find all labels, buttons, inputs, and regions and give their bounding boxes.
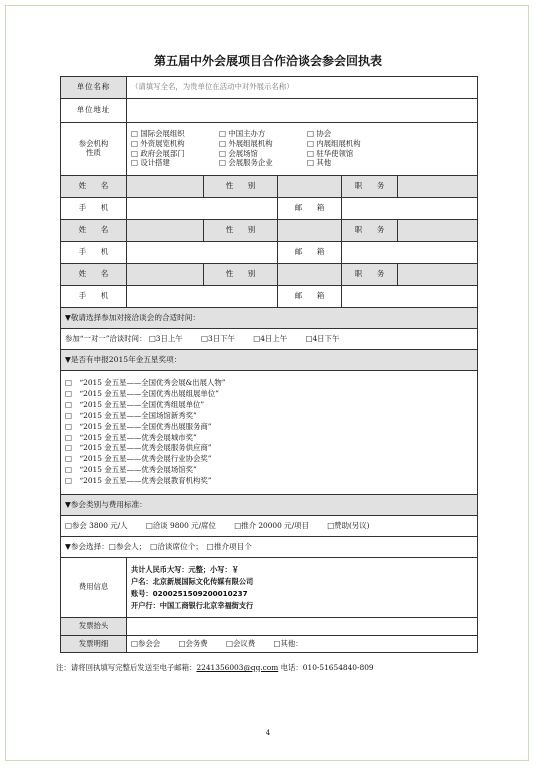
gender-field[interactable] [278,176,342,198]
fees-options [61,516,478,537]
org-type-option-association[interactable]: □ 协会 [307,129,332,139]
awards-heading-row [61,350,478,371]
unit-address-row [61,99,478,123]
email-label: 邮 箱 [278,242,342,264]
award-option-outbound-organizer[interactable]: □ “2015 金五星——全国优秀出展组展单位” [65,388,219,398]
fees-heading-row [61,495,478,516]
invoice-detail-label: 发票明细 [61,636,127,653]
mobile-field[interactable] [127,198,278,220]
unit-name-field[interactable]: （请填写全名，为贵单位在活动中对外展示名称） [127,77,478,99]
meeting-option-4-am[interactable]: □4日上午 [253,333,288,343]
org-type-option-international[interactable]: □ 国际会展组织 [131,129,185,139]
award-option-venue[interactable]: □ “2015 金五星——优秀会展场馆奖” [65,465,197,475]
awards-heading: ▼是否有申报2015年金五星奖项： [61,350,478,371]
position-field[interactable] [398,264,478,286]
org-type-option-overseas-organizer[interactable]: □ 外展组展机构 [219,138,273,148]
org-type-option-venue[interactable]: □ 会展场馆 [219,148,258,158]
meeting-time-heading-row [61,308,478,329]
award-option-person[interactable]: □ “2015 金五星——全国优秀会展&出展人物” [65,377,226,387]
contact-email-link[interactable]: 2241356003@qq.com [196,663,279,672]
org-type-option-other[interactable]: □ 其他 [307,158,332,168]
fee-option-sponsor[interactable]: □赞助(另议) [327,520,370,530]
form-title: 第五届中外会展项目合作洽谈会参会回执表 [153,54,382,68]
mobile-field[interactable] [127,242,278,264]
invoice-title-label: 发票抬头 [61,618,127,636]
position-field[interactable] [398,176,478,198]
gender-label: 性 别 [204,220,278,242]
gender-field[interactable] [278,220,342,242]
unit-address-field[interactable] [127,99,478,123]
unit-address-label: 单位地址 [61,99,127,123]
org-type-option-service-company[interactable]: □ 会展服务企业 [219,158,273,168]
meeting-time-prefix: 参加“一对一”洽谈时间： [65,333,147,343]
name-field[interactable] [127,176,204,198]
org-type-option-embassy[interactable]: □ 驻华使领馆 [307,148,354,158]
gender-field[interactable] [278,264,342,286]
position-label: 职 务 [342,220,398,242]
award-option-education[interactable]: □ “2015 金五星——优秀会展教育机构奖” [65,476,212,486]
person-1-name-row [61,176,478,198]
award-option-city[interactable]: □ “2015 金五星——优秀会展城市奖” [65,432,197,442]
meeting-option-4-pm[interactable]: □4日下午 [305,333,340,343]
org-type-option-china-organizer[interactable]: □ 中国主办方 [219,129,266,139]
unit-name-row [61,77,478,99]
invoice-option-meeting-fee[interactable]: □会议费 [226,638,256,648]
page-number: 4 [265,729,271,737]
name-label: 姓 名 [61,264,127,286]
position-field[interactable] [398,220,478,242]
org-type-option-foreign-exhibition[interactable]: □ 外资展览机构 [131,138,185,148]
mobile-label: 手 机 [61,286,127,308]
position-label: 职 务 [342,264,398,286]
fee-option-attend[interactable]: □参会 3800 元/人 [65,520,128,530]
meeting-time-options [61,329,478,350]
fee-option-promotion[interactable]: □推介 20000 元/项目 [234,520,309,530]
name-label: 姓 名 [61,176,127,198]
fee-option-negotiation[interactable]: □洽谈 9800 元/席位 [145,520,216,530]
awards-list [61,371,478,495]
org-type-option-design-build[interactable]: □ 设计搭建 [131,158,170,168]
choice-text[interactable]: ▼参会选择：□参会人； □洽谈席位个； □推介项目个 [61,537,478,558]
person-1-contact-row [61,198,478,220]
fees-options-row [61,516,478,537]
name-field[interactable] [127,264,204,286]
payment-row [61,558,478,618]
award-option-service-supplier[interactable]: □ “2015 金五星——优秀会展服务供应商” [65,443,212,453]
email-label: 邮 箱 [278,286,342,308]
name-field[interactable] [127,220,204,242]
payment-label: 费用信息 [61,558,127,618]
award-option-outbound-service[interactable]: □ “2015 金五星——全国优秀出展服务商” [65,421,212,431]
org-type-options [127,123,478,176]
mobile-label: 手 机 [61,242,127,264]
payment-info [127,558,478,618]
unit-name-label: 单位名称 [61,77,127,99]
org-type-label [61,123,127,176]
invoice-option-attendance[interactable]: □参会会 [131,638,161,648]
person-3-name-row [61,264,478,286]
award-option-new-venue[interactable]: □ “2015 金五星——全国场馆新秀奖” [65,410,197,420]
email-field[interactable] [342,286,478,308]
mobile-field[interactable] [127,286,278,308]
invoice-option-other[interactable]: □其他： [273,638,303,648]
org-type-row [61,123,478,176]
person-2-name-row [61,220,478,242]
person-3-contact-row [61,286,478,308]
gender-label: 性 别 [204,176,278,198]
payment-account-name: 户名：北京新展国际文化传媒有限公司 [131,576,254,586]
org-type-option-domestic-organizer[interactable]: □ 内展组展机构 [307,138,361,148]
registration-form [60,76,478,653]
footer-note [56,662,374,673]
name-label: 姓 名 [61,220,127,242]
note-phone: 电话：010-51654840-809 [278,663,374,672]
person-2-contact-row [61,242,478,264]
invoice-detail-row [61,636,478,653]
invoice-option-service-fee[interactable]: □会务费 [178,638,208,648]
email-field[interactable] [342,198,478,220]
position-label: 职 务 [342,176,398,198]
fees-heading: ▼参会类别与费用标准： [61,495,478,516]
award-option-organizer[interactable]: □ “2015 金五星——全国优秀组展单位” [65,399,205,409]
meeting-time-options-row [61,329,478,350]
gender-label: 性 别 [204,264,278,286]
payment-total: 共计人民币大写：元整；小写：￥ [131,564,239,574]
invoice-title-row [61,618,478,636]
note-text: 注：请将回执填写完整后发送至电子邮箱： [56,663,197,672]
award-option-association[interactable]: □ “2015 金五星——优秀会展行业协会奖” [65,454,212,464]
org-type-option-government[interactable]: □ 政府会展部门 [131,148,185,158]
org-type-label-line1: 参会机构 [78,139,109,149]
meeting-option-3-am[interactable]: □3日上午 [148,333,183,343]
email-label: 邮 箱 [278,198,342,220]
choice-row [61,537,478,558]
payment-account-number: 账号：0200251509200010237 [131,588,248,598]
payment-bank: 开户行：中国工商银行北京幸福街支行 [131,600,254,610]
email-field[interactable] [342,242,478,264]
meeting-time-heading: ▼敬请选择参加对接洽谈会的合适时间： [61,308,478,329]
meeting-option-3-pm[interactable]: □3日下午 [201,333,235,343]
mobile-label: 手 机 [61,198,127,220]
invoice-detail-options [127,636,478,653]
org-type-label-line2: 性质 [86,148,101,157]
invoice-title-field[interactable] [127,618,478,636]
awards-list-row [61,371,478,495]
